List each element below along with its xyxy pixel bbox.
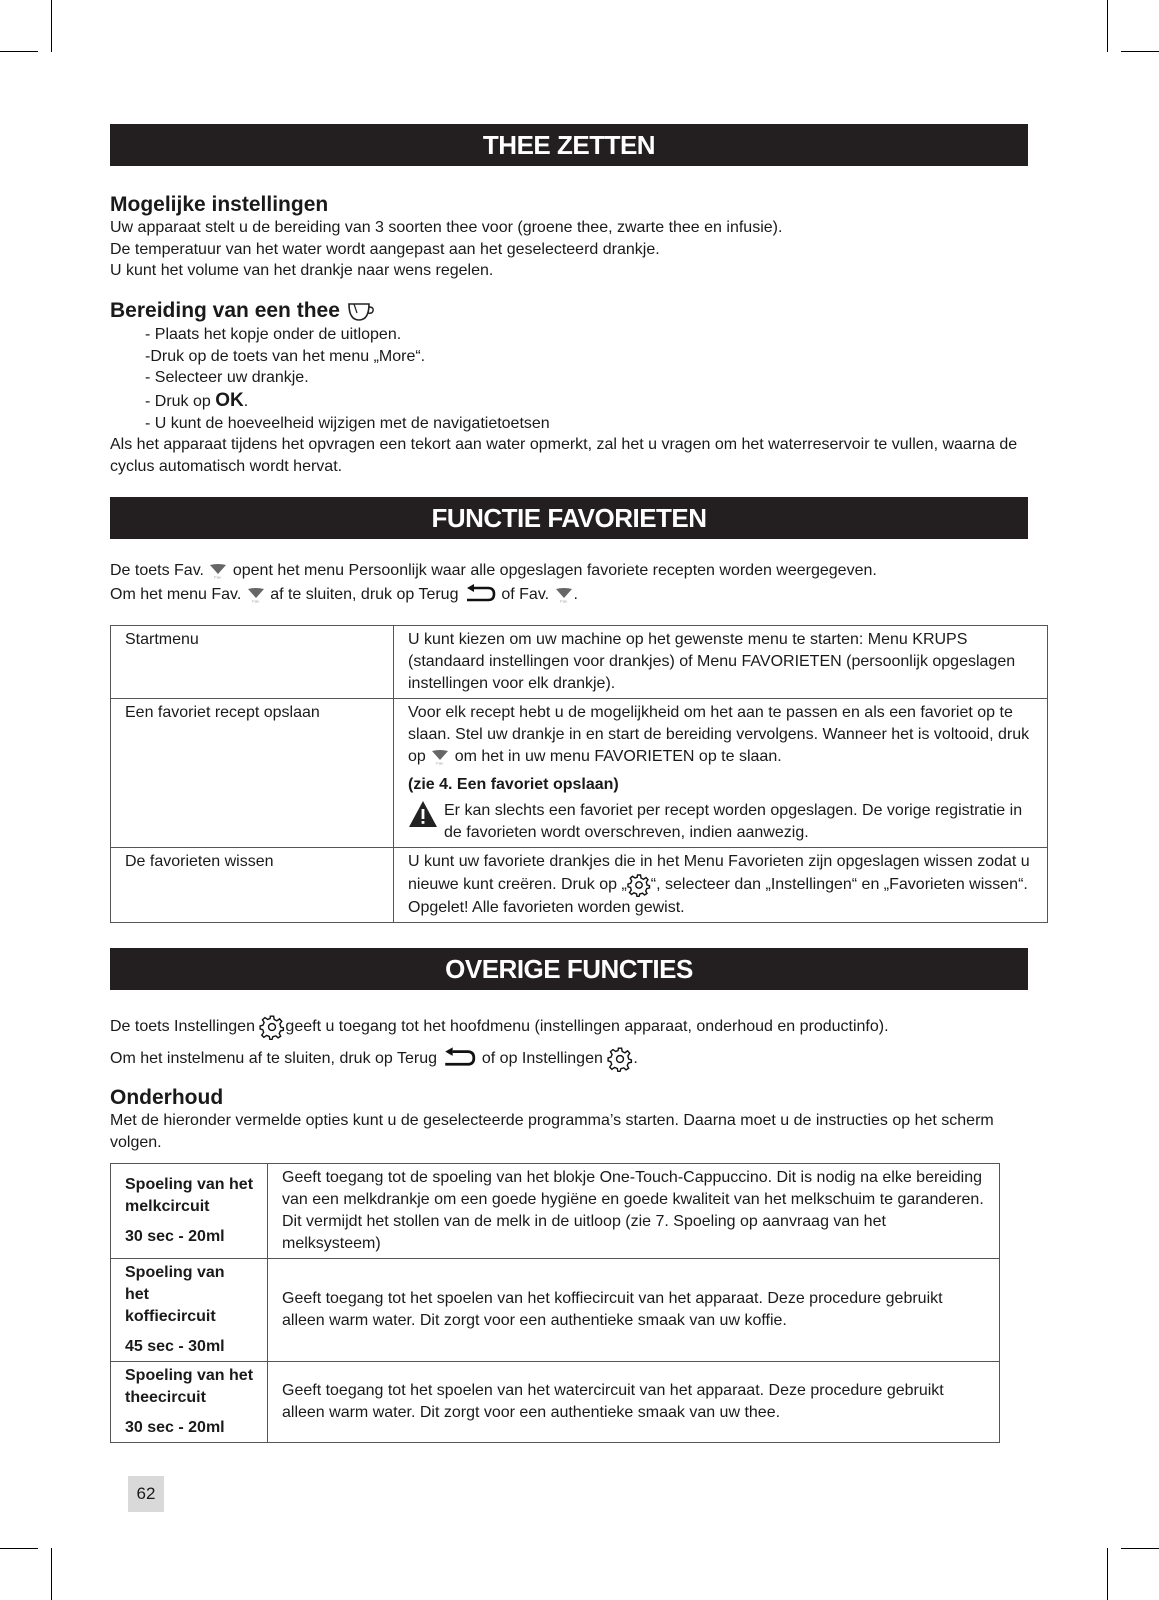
svg-text:Fav.: Fav.	[559, 598, 568, 603]
svg-text:Fav.: Fav.	[214, 574, 223, 579]
program-description: Geeft toegang tot het spoelen van het koffiecircuit van het apparaat. Deze procedure gebruikt alleen warm water. Dit zorgt voor een authentieke smaak van uw koffie.	[268, 1259, 1000, 1362]
text: af te sluiten, druk op Terug	[265, 586, 463, 604]
text: Om het instelmenu af te sluiten, druk op Terug	[110, 1050, 442, 1067]
program-name: Spoeling van het melkcircuit	[125, 1176, 254, 1215]
settings-intro	[110, 1011, 1070, 1075]
text: De toets Instellingen	[110, 1018, 260, 1035]
outro-paragraph: Als het apparaat tijdens het opvragen een tekort aan water opmerkt, zal het u vragen om het waterreservoir te vullen, waarna de cyclus automatisch wordt hervat.	[110, 436, 1018, 475]
row-content	[394, 848, 1048, 923]
settings-line	[110, 1043, 1070, 1075]
fav-heart-icon	[554, 587, 574, 603]
fav-line	[110, 559, 1070, 583]
svg-text:Fav.: Fav.	[252, 598, 260, 603]
program-description: Geeft toegang tot het spoelen van het watercircuit van het apparaat. Deze procedure gebruikt alleen warm water. Dit zorgt voor een authentieke smaak van uw thee.	[268, 1362, 1000, 1443]
text: De toets Fav.	[110, 562, 209, 579]
table-row	[111, 1362, 1000, 1443]
program-name: Spoeling van het theecircuit	[125, 1367, 254, 1406]
text: of op Instellingen	[477, 1050, 608, 1067]
program-name: Spoeling van het koffiecircuit	[125, 1264, 225, 1325]
crop-mark	[51, 0, 52, 52]
step-item: - Plaats het kopje onder de uitlopen.	[145, 326, 402, 343]
text: “, selecteer dan „Instellingen“ en „Favorieten wissen“. Opgelet! Alle favorieten worden gewist.	[408, 876, 1028, 916]
table-row	[111, 848, 1048, 923]
favorites-table	[110, 625, 1048, 923]
fav-heart-icon	[430, 749, 450, 765]
crop-mark	[1121, 1548, 1159, 1549]
row-content	[394, 699, 1048, 848]
intro-line: Uw apparaat stelt u de bereiding van 3 soorten thee voor (groene thee, zwarte thee en infusie).	[110, 219, 783, 236]
crop-mark	[51, 1548, 52, 1600]
back-arrow-icon	[463, 583, 497, 607]
section-banner-functie-favorieten: FUNCTIE FAVORIETEN	[110, 497, 1028, 539]
tea-cup-icon	[346, 300, 376, 322]
text: Voor elk recept hebt u de mogelijkheid om het aan te passen en als een favoriet op te slaan. Stel uw drankje in en start de bereiding vervolgens. Wanneer het is voltooid, druk op	[408, 704, 1030, 765]
warning-text: Er kan slechts een favoriet per recept worden opgeslagen. De vorige registratie in de favorieten wordt overschreven, indien aanwezig.	[444, 802, 1023, 841]
section-banner-thee-zetten: THEE ZETTEN	[110, 124, 1028, 166]
row-text	[408, 702, 1033, 768]
step-item: -Druk op de toets van het menu „More“.	[145, 347, 426, 365]
text: opent het menu Persoonlijk waar alle opgeslagen favoriete recepten worden weergegeven.	[228, 562, 877, 579]
row-text: U kunt kiezen om uw machine op het gewenste menu te starten: Menu KRUPS (standaard instellingen voor drankjes) of Menu FAVORIETEN (persoonlijk opgeslagen instellingen voor elk drankje).	[394, 626, 1048, 699]
intro-line: U kunt het volume van het drankje naar wens regelen.	[110, 262, 494, 279]
maintenance-intro: Met de hieronder vermelde opties kunt u de geselecteerde programma’s starten. Daarna moet u de instructies op het scherm volgen.	[110, 1112, 994, 1151]
step-item	[110, 389, 1050, 413]
heading-text: Bereiding van een thee	[110, 299, 340, 322]
ok-key-label: OK	[215, 389, 244, 411]
crop-mark	[0, 1548, 38, 1549]
row-label: Startmenu	[111, 626, 394, 699]
program-cell	[111, 1164, 268, 1259]
crop-mark	[0, 51, 38, 52]
table-row	[111, 626, 1048, 699]
row-text	[408, 851, 1033, 919]
step-item: - Selecteer uw drankje.	[145, 369, 309, 386]
text: Om het menu Fav.	[110, 586, 246, 604]
intro-paragraph	[110, 217, 1030, 282]
program-cell	[111, 1259, 268, 1362]
fav-heart-icon	[208, 563, 228, 579]
steps-list	[110, 324, 1050, 477]
crop-mark	[1107, 0, 1108, 52]
step-item: - U kunt de hoeveelheid wijzigen met de navigatietoetsen	[145, 414, 550, 432]
fav-heart-icon	[246, 587, 266, 603]
settings-gear-icon	[607, 1046, 633, 1072]
text: geeft u toegang tot het hoofdmenu (instellingen apparaat, onderhoud en productinfo).	[285, 1018, 889, 1035]
maintenance-table	[110, 1163, 1000, 1443]
program-spec: 45 sec - 30ml	[125, 1338, 225, 1355]
page-number: 62	[128, 1476, 164, 1512]
settings-line	[110, 1011, 1070, 1043]
text: .	[633, 1050, 638, 1067]
fav-line	[110, 583, 1070, 607]
intro-line: De temperatuur van het water wordt aangepast aan het geselecteerd drankje.	[110, 240, 660, 258]
section-banner-overige-functies: OVERIGE FUNCTIES	[110, 948, 1028, 990]
text: of Fav.	[496, 586, 554, 604]
settings-gear-icon	[259, 1014, 285, 1040]
settings-gear-icon	[627, 873, 651, 897]
warning-triangle-icon	[408, 800, 438, 828]
crop-mark	[1121, 51, 1159, 52]
program-spec: 30 sec - 20ml	[125, 1419, 225, 1436]
heading-bereiding-thee	[110, 299, 376, 323]
heading-onderhoud: Onderhoud	[110, 1086, 224, 1109]
svg-text:Fav.: Fav.	[436, 760, 444, 765]
row-label: De favorieten wissen	[111, 848, 394, 923]
warning-note	[408, 800, 1033, 844]
fav-intro	[110, 559, 1070, 607]
text: om het in uw menu FAVORIETEN op te slaan.	[450, 748, 782, 765]
crop-mark	[1107, 1548, 1108, 1600]
back-arrow-icon	[441, 1046, 477, 1072]
table-row	[111, 1259, 1000, 1362]
program-cell	[111, 1362, 268, 1443]
text: U kunt uw favoriete drankjes die in het Menu Favorieten zijn opgeslagen wissen zodat u nieuwe kunt creëren. Druk op „	[408, 853, 1030, 894]
table-row	[111, 699, 1048, 848]
row-label: Een favoriet recept opslaan	[111, 699, 394, 848]
step-text: .	[243, 392, 249, 410]
table-row	[111, 1164, 1000, 1259]
heading-mogelijke-instellingen: Mogelijke instellingen	[110, 193, 329, 216]
text: .	[573, 586, 578, 604]
program-description: Geeft toegang tot de spoeling van het blokje One-Touch-Cappuccino. Dit is nodig na elke bereiding van een melkdrankje om een goede hygiëne en goede kwaliteit van het melkschuim te garanderen. Dit vermijdt het stollen van de melk in de uitloop (zie 7. Spoeling op aanvraag van het melksysteem)	[268, 1164, 1000, 1259]
reference-note: (zie 4. Een favoriet opslaan)	[408, 776, 619, 793]
program-spec: 30 sec - 20ml	[125, 1228, 225, 1245]
step-text: - Druk op	[145, 392, 216, 410]
